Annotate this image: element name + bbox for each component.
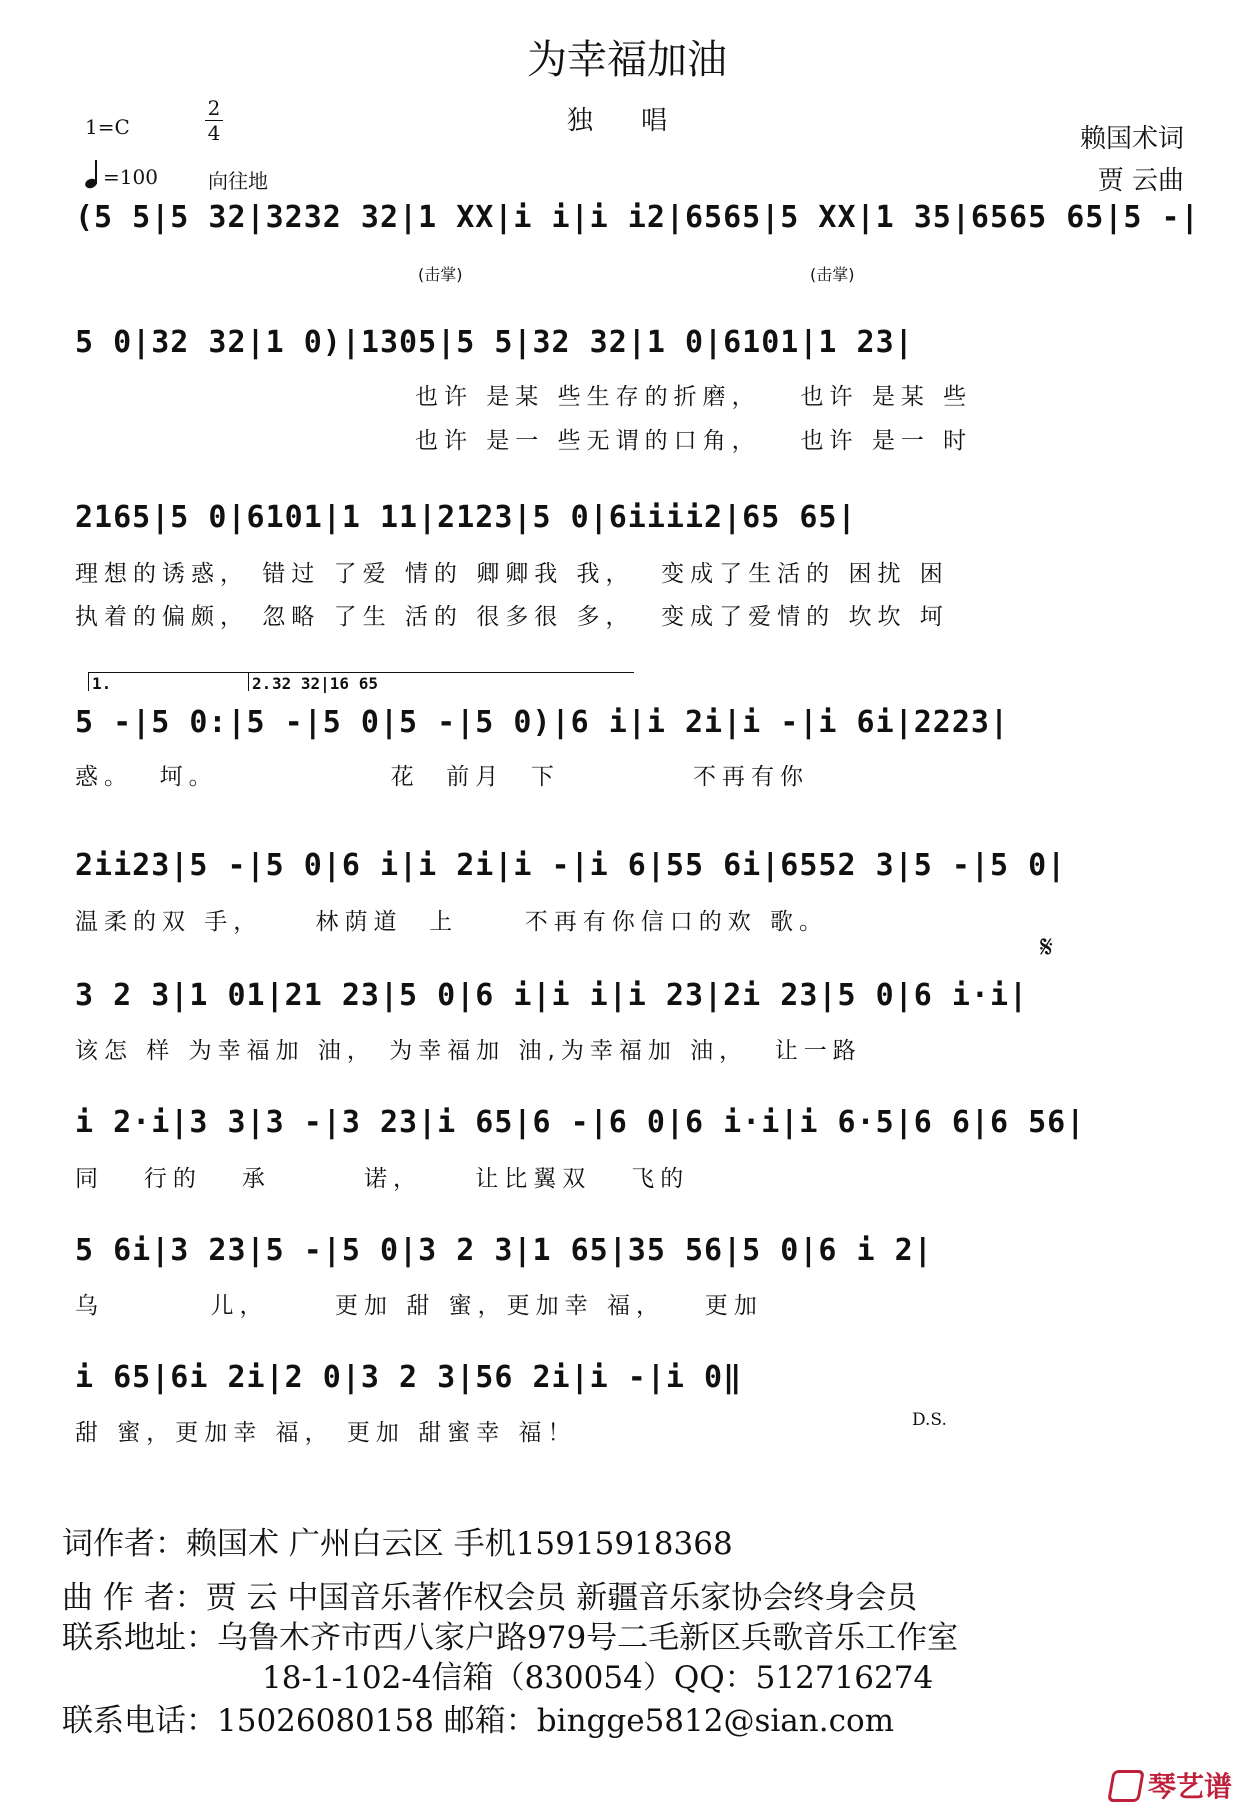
quarter-note-icon bbox=[85, 160, 103, 190]
lyricist-info: 词作者：赖国术 广州白云区 手机15915918368 bbox=[62, 1526, 733, 1562]
time-signature-top: 2 bbox=[207, 96, 221, 120]
contact-address-2: 18-1-102-4信箱（830054）QQ：512716274 bbox=[262, 1660, 934, 1696]
expression-marking: 向往地 bbox=[208, 169, 268, 193]
volta-label-1: 1. bbox=[92, 674, 112, 693]
lyric-line: 执着的偏颇， 忽略 了生 活的 很多很 多， 变成了爱情的 坎坎 坷 bbox=[75, 604, 949, 630]
lyric-line: 甜 蜜，更加幸 福， 更加 甜蜜幸 福！ bbox=[75, 1420, 577, 1446]
volta-bracket-1 bbox=[88, 672, 249, 691]
score-line: 2ii23|5 -|5 0|6 i|i 2i|i -|i 6|55 6i|6552 3|5 -|5 0| bbox=[75, 848, 1067, 883]
watermark-text: 琴艺谱 bbox=[1148, 1770, 1233, 1803]
volta-2-notes: 32 32|16 65 bbox=[272, 674, 378, 693]
score-line: 5 -|5 0:|5 -|5 0|5 -|5 0)|6 i|i 2i|i -|i 6i|2223| bbox=[75, 705, 1010, 740]
tempo-marking bbox=[85, 160, 158, 190]
clap-annotation: (击掌) bbox=[418, 265, 463, 284]
score-line: i 65|6i 2i|2 0|3 2 3|56 2i|i -|i 0‖ bbox=[75, 1360, 743, 1395]
score-line: i 2·i|3 3|3 -|3 23|i 65|6 -|6 0|6 i·i|i 6·5|6 6|6 56| bbox=[75, 1105, 1086, 1140]
lyric-line: 温柔的双 手， 林荫道 上 不再有你信口的欢 歌。 bbox=[75, 909, 829, 935]
credits bbox=[1080, 118, 1184, 202]
logo-icon bbox=[1107, 1770, 1145, 1802]
score-line: (5 5|5 32|3232 32|1 XX|i i|i i2|6565|5 XX|1 35|6565 65|5 -| bbox=[75, 200, 1200, 235]
song-title: 为幸福加油 bbox=[527, 37, 727, 83]
time-signature-bottom: 4 bbox=[207, 121, 221, 145]
composer-info: 曲 作 者：贾 云 中国音乐著作权会员 新疆音乐家协会终身会员 bbox=[62, 1580, 918, 1616]
lyric-line: 也许 是一 些无谓的口角， 也许 是一 时 bbox=[415, 428, 973, 454]
composer-credit: 贾 云曲 bbox=[1097, 166, 1184, 196]
lyric-line: 惑。 坷。 花 前月 下 不再有你 bbox=[75, 764, 810, 790]
volta-label-2: 2. bbox=[252, 674, 272, 693]
ds-marking: D.S. bbox=[912, 1410, 947, 1430]
lyric-line: 同 行的 承 诺， 让比翼双 飞的 bbox=[75, 1166, 690, 1192]
tempo-value: =100 bbox=[103, 165, 158, 189]
contact-address: 联系地址：乌鲁木齐市西八家户路979号二毛新区兵歌音乐工作室 bbox=[62, 1620, 959, 1656]
lyric-line: 也许 是某 些生存的折磨， 也许 是某 些 bbox=[415, 384, 973, 410]
lyric-line: 理想的诱惑， 错过 了爱 情的 卿卿我 我， 变成了生活的 困扰 困 bbox=[75, 561, 949, 587]
key-signature: 1=C bbox=[85, 115, 130, 139]
lyricist-credit: 赖国术词 bbox=[1079, 124, 1184, 154]
score-line: 3 2 3|1 01|21 23|5 0|6 i|i i|i 23|2i 23|5 0|6 i·i| bbox=[75, 978, 1029, 1013]
watermark-logo bbox=[1110, 1765, 1232, 1805]
score-line: 2165|5 0|6101|1 11|2123|5 0|6iiii2|65 65| bbox=[75, 500, 857, 535]
score-line: 5 6i|3 23|5 -|5 0|3 2 3|1 65|35 56|5 0|6 i 2| bbox=[75, 1233, 933, 1268]
lyric-line: 该怎 样 为幸福加 油， 为幸福加 油,为幸福加 油， 让一路 bbox=[75, 1038, 862, 1064]
clap-annotation: (击掌) bbox=[810, 265, 855, 284]
segno-sign: 𝄋 bbox=[1040, 930, 1053, 965]
time-signature bbox=[205, 96, 223, 145]
song-subtitle: 独 唱 bbox=[566, 106, 688, 136]
contact-phone-email: 联系电话：15026080158 邮箱：bingge5812@sian.com bbox=[62, 1703, 895, 1739]
lyric-line: 乌 儿， 更加 甜 蜜，更加幸 福， 更加 bbox=[75, 1293, 763, 1319]
score-line: 5 0|32 32|1 0)|1305|5 5|32 32|1 0|6101|1 23| bbox=[75, 325, 914, 360]
